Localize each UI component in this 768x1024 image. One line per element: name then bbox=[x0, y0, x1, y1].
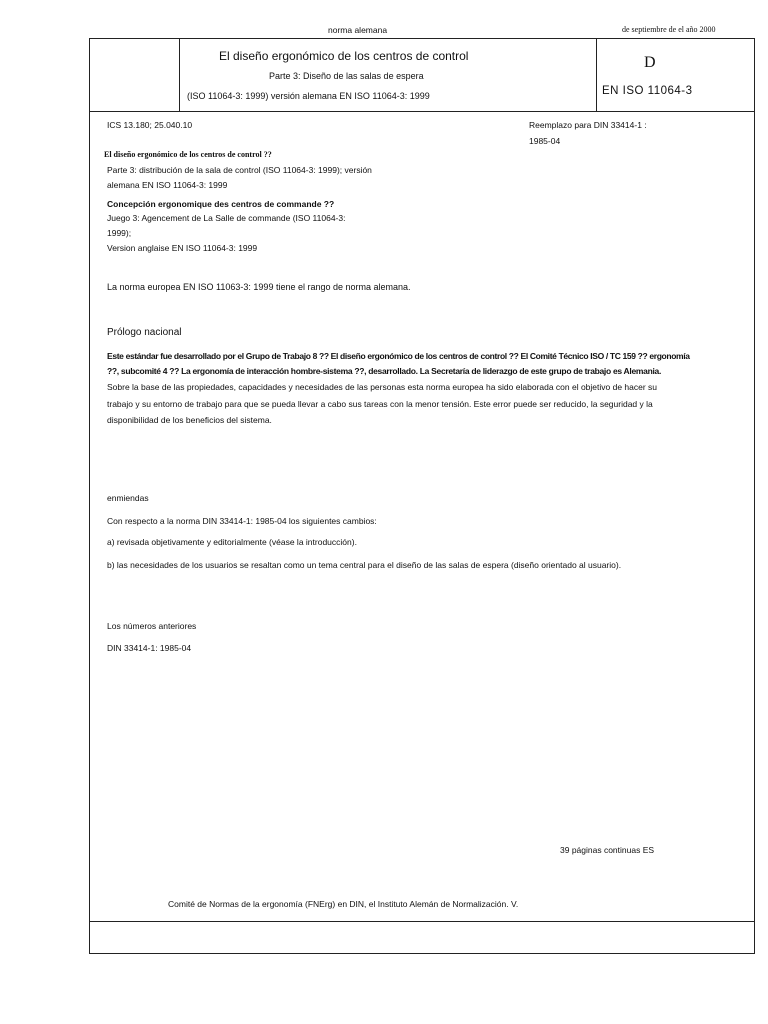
title-es-bold: El diseño ergonómico de los centros de control ?? bbox=[104, 150, 272, 159]
norm-label: norma alemana bbox=[328, 25, 388, 35]
amendments-intro: Con respecto a la norma DIN 33414-1: 1985-04 los siguientes cambios: bbox=[107, 516, 377, 526]
prologue-bold-line1: Este estándar fue desarrollado por el Grupo de Trabajo 8 ?? El diseño ergonómico de los centros de control ?? El Comité Técnico ISO / TC 159 ?? ergonomía bbox=[107, 351, 690, 361]
document-subtitle: Parte 3: Diseño de las salas de espera bbox=[269, 71, 424, 81]
prologue-line5: disponibilidad de los beneficios del sistema. bbox=[107, 415, 272, 425]
ics-code: ICS 13.180; 25.040.10 bbox=[107, 120, 193, 130]
title-es-line2: Parte 3: distribución de la sala de control (ISO 11064-3: 1999); versión bbox=[107, 165, 372, 175]
publication-date: de septiembre de el año 2000 bbox=[622, 25, 716, 34]
title-box-left-divider bbox=[179, 38, 180, 112]
page-count: 39 páginas continuas ES bbox=[560, 845, 655, 855]
footer-divider bbox=[89, 921, 755, 922]
replacement-line2: 1985-04 bbox=[529, 136, 561, 146]
prologue-bold-line2: ??, subcomité 4 ?? La ergonomía de interacción hombre-sistema ??, desarrollado. La Secretaría de liderazgo de este grupo de trabajo es Alemania. bbox=[107, 366, 662, 376]
title-box-divider bbox=[89, 111, 755, 112]
prologue-heading: Prólogo nacional bbox=[107, 327, 182, 338]
prologue-line4: trabajo y su entorno de trabajo para que se pueda llevar a cabo sus tareas con la menor tensión. Este error puede ser reducido, la seguridad y la bbox=[107, 399, 653, 409]
previous-heading: Los números anteriores bbox=[107, 621, 197, 631]
title-fr-line4: Version anglaise EN ISO 11064-3: 1999 bbox=[107, 243, 258, 253]
title-box-right-divider bbox=[596, 38, 597, 112]
previous-value: DIN 33414-1: 1985-04 bbox=[107, 643, 192, 653]
version-line: (ISO 11064-3: 1999) versión alemana EN ISO 11064-3: 1999 bbox=[187, 91, 430, 101]
amendments-heading: enmiendas bbox=[107, 493, 149, 503]
title-fr-bold: Concepción ergonomique des centros de commande ?? bbox=[107, 199, 335, 209]
document-frame bbox=[89, 38, 755, 954]
amendment-item-b: b) las necesidades de los usuarios se resaltan como un tema central para el diseño de las salas de espera (diseño orientado al usuario). bbox=[107, 560, 622, 570]
status-text: La norma europea EN ISO 11063-3: 1999 tiene el rango de norma alemana. bbox=[107, 282, 411, 292]
prologue-line3: Sobre la base de las propiedades, capacidades y necesidades de las personas esta norma europea ha sido elaborada con el objetivo de hacer su bbox=[107, 382, 658, 392]
replacement-line1: Reemplazo para DIN 33414-1 : bbox=[529, 120, 647, 130]
title-fr-line3: 1999); bbox=[107, 228, 132, 238]
document-title: El diseño ergonómico de los centros de control bbox=[219, 49, 469, 63]
standard-code: EN ISO 11064-3 bbox=[602, 85, 693, 97]
title-fr-line2: Juego 3: Agencement de La Salle de commande (ISO 11064-3: bbox=[107, 213, 346, 223]
title-es-line3: alemana EN ISO 11064-3: 1999 bbox=[107, 180, 228, 190]
committee-text: Comité de Normas de la ergonomía (FNErg) en DIN, el Instituto Alemán de Normalización. V. bbox=[168, 899, 519, 909]
amendment-item-a: a) revisada objetivamente y editorialmente (véase la introducción). bbox=[107, 537, 357, 547]
country-letter: D bbox=[644, 54, 656, 71]
